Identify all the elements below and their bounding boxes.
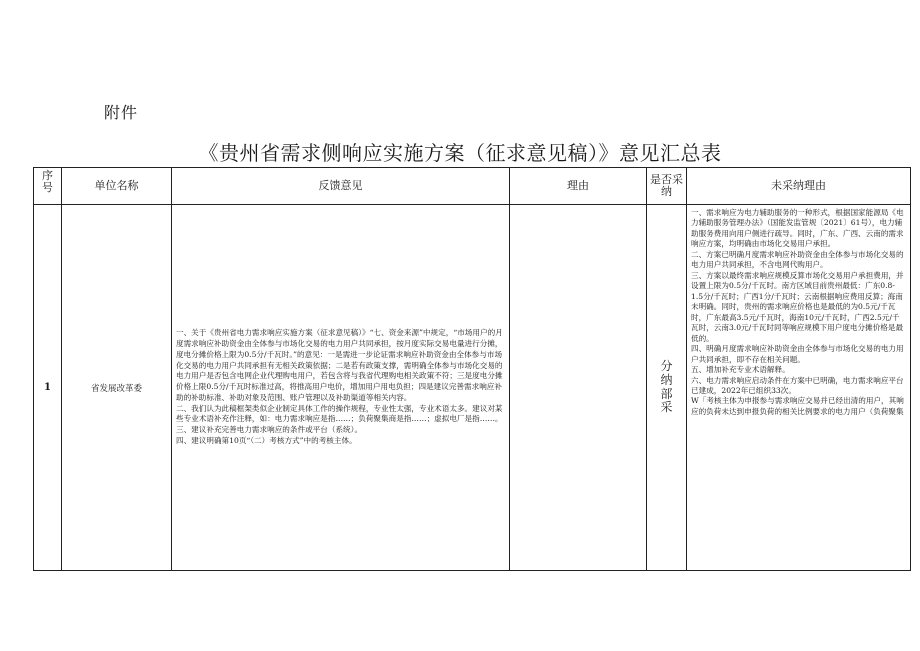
row-not-adopted-reason (687, 205, 911, 571)
feedback-paragraph: 一、关于《贵州省电力需求响应实施方案（征求意见稿）》“七、资金来源”中规定，“市场用户的月度需求响应补助资金由全体参与市场化交易的电力用户共同承担，按月度实际交易电量进行分摊，度电分摊价格上限为0.5分/千瓦时。”的意见：一是需进一步论证需求响应补助资金由全体参与市场化交易的电力用户共同承担有无相关政策依据；二是若有政策支撑，需明确全体参与市场化交易的电力用户是否包含电网企业代理购电用户，若包含将与我省代理购电相关政策不符；三是度电分摊价格上限0.5分/千瓦时标准过高，将推高用户电价，增加用户用电负担；四是建议完善需求响应补助的补助标准、补助对象及范围、账户管理以及补助渠道等相关内容。 (176, 328, 503, 402)
header-not-adopted-reason: 未采纳理由 (687, 168, 911, 205)
header-row (34, 168, 911, 205)
header-feedback: 反馈意见 (172, 168, 510, 205)
row-reason (510, 205, 647, 571)
reason-paragraph: 四、明确月度需求响应补助资金由全体参与市场化交易的电力用户共同承担，即不存在相关问题。 (691, 344, 904, 364)
reason-paragraph: 二、方案已明确月度需求响应补助资金由全体参与市场化交易的电力用户共同承担，不含电网代购用户。 (691, 249, 904, 270)
table-row (34, 205, 911, 571)
header-unit-name: 单位名称 (62, 168, 172, 205)
document-title: 《贵州省需求侧响应实施方案（征求意见稿）》意见汇总表 (198, 141, 722, 165)
row-unit-name: 省发展改革委 (62, 205, 172, 571)
row-feedback (172, 205, 510, 571)
reason-paragraph: 一、需求响应为电力辅助服务的一种形式，根据国家能源局《电力辅助服务管理办法》（国能发监管规〔2021〕61号），电力辅助服务费用向用户侧进行疏导。同时，广东、广西、云南的需求响应方案，均明确由市场化交易用户承担。 (691, 208, 904, 249)
feedback-paragraph: 四、建议明确第10页“（二）考核方式”中的考核主体。 (176, 436, 357, 446)
reason-paragraph: 六、电力需求响应启动条件在方案中已明确，电力需求响应平台已建成，2022年已组织33次。 (691, 375, 904, 395)
row-index: 1 (34, 205, 62, 571)
header-adopted: 是否采 纳 (647, 168, 687, 205)
attachment-label: 附件 (104, 103, 139, 122)
feedback-paragraph: 二、我们认为此稿框架类似企业制定具体工作的操作规程，专业性太强，专业术语太多。建议对某些专业术语补充作注释，如：电力需求响应是指……；负荷聚集商是指……；虚拟电厂是指……。三、建议补充完善电力需求响应的条件或平台（系统）。 (176, 403, 503, 435)
opinion-summary-table (33, 167, 911, 571)
reason-paragraph: 五、增加补充专业术语解释。 (691, 365, 790, 375)
reason-paragraph: W「考核主体为申报参与需求响应交易并已经出清的用户，其响应的负荷未达到申报负荷的相关比例要求的电力用户（负荷聚集 (691, 396, 904, 416)
row-adopted-status: 分 纳 部 采 (647, 205, 687, 571)
reason-paragraph: 三、方案以最终需求响应规模反算市场化交易用户承担费用，并设置上限为0.5分/千瓦时。南方区域目前贵州最低：广东0.8-1.5分/千瓦时；广西1分/千瓦时；云南根据响应费用反算；海南未明确。同时，贵州的需求响应价格也是最低的为0.5元/千瓦时，广东最高3.5元/千瓦时，海南10元/千瓦时，广西2.5元/千瓦时，云南3.0元/千瓦时同等响应规模下用户度电分摊价格是最低的。 (691, 270, 904, 343)
header-reason: 理由 (510, 168, 647, 205)
header-index: 序 号 (34, 168, 62, 205)
